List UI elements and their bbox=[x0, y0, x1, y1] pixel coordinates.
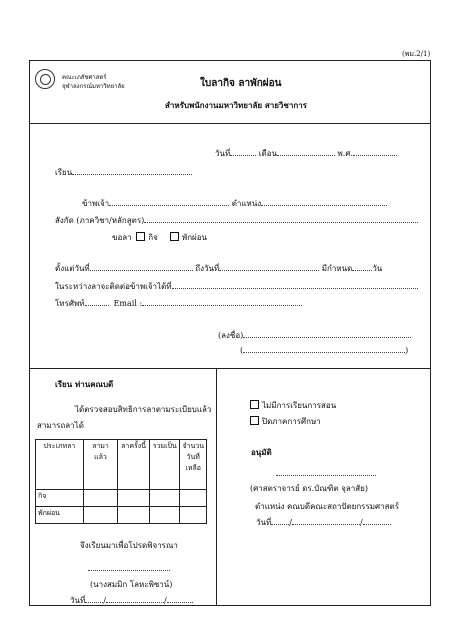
table-row bbox=[36, 490, 207, 507]
leave-type-row: ขอลา กิจ พักผ่อน bbox=[112, 233, 207, 242]
org-line-1: คณะเภสัชศาสตร์ bbox=[62, 74, 107, 81]
officer-date-row: วันที่ / / bbox=[70, 594, 193, 607]
table-header-total: รวมเป็น bbox=[150, 440, 180, 490]
contact-field[interactable] bbox=[172, 281, 418, 289]
dept-row: สังกัด (ภาควิชา/หลักสูตร) bbox=[55, 214, 418, 227]
checked-line-2: สามารถลาได้ bbox=[37, 421, 84, 430]
date-row: วันที่ เดือน พ.ศ. bbox=[215, 147, 397, 160]
approver-signature-field[interactable] bbox=[276, 468, 376, 476]
column-divider bbox=[216, 368, 217, 606]
approver-name: (ศาสตราจารย์ ดร.บัณฑิต จุลาสัย) bbox=[250, 484, 368, 493]
to-row: เรียน bbox=[55, 166, 192, 179]
officer-signature-field[interactable] bbox=[88, 563, 170, 571]
no-teaching-checkbox[interactable] bbox=[250, 400, 259, 409]
form-code: (พม.2/1) bbox=[402, 50, 431, 58]
approver-date-month[interactable] bbox=[292, 517, 360, 525]
approver-date-day[interactable] bbox=[271, 517, 289, 525]
table-cell[interactable] bbox=[118, 490, 150, 507]
officer-signature-line bbox=[88, 563, 170, 573]
position-field[interactable] bbox=[261, 198, 387, 206]
header-divider bbox=[29, 123, 431, 124]
section-divider bbox=[29, 368, 431, 369]
org-line-2: จุฬาลงกรณ์มหาวิทยาลัย bbox=[62, 83, 125, 90]
table-header-remaining: จำนวนวันที่เหลือ bbox=[180, 440, 207, 490]
approver-position: ตำแหน่ง คณบดีคณะสถาปัตยกรรมศาสตร์ bbox=[255, 502, 399, 511]
to-dean-label: เรียน ท่านคณบดี bbox=[55, 379, 114, 389]
contact-row: ในระหว่างลาจะติดต่อข้าพเจ้าได้ที่ bbox=[55, 280, 418, 293]
leave-summary-table bbox=[35, 439, 207, 524]
phone-row: โทรศัพท์ Email : bbox=[55, 297, 302, 310]
days-field[interactable] bbox=[352, 263, 372, 271]
personal-leave-checkbox[interactable] bbox=[136, 232, 145, 241]
table-cell[interactable] bbox=[180, 507, 207, 524]
name-row: ข้าพเจ้า ตำแหน่ง bbox=[82, 197, 387, 210]
semester-break-checkbox[interactable] bbox=[250, 416, 259, 425]
date-day-field[interactable] bbox=[230, 148, 256, 156]
approver-date-row: วันที่ / / bbox=[256, 516, 391, 529]
table-cell[interactable] bbox=[180, 490, 207, 507]
officer-name: (นางสมมิก โลหะพิชาน์) bbox=[90, 580, 173, 589]
signature-row: (ลงชื่อ) bbox=[218, 329, 411, 342]
table-cell[interactable] bbox=[150, 490, 180, 507]
approver-date-year[interactable] bbox=[363, 517, 391, 525]
dept-field[interactable] bbox=[144, 215, 418, 223]
date-year-field[interactable] bbox=[353, 148, 397, 156]
forward-text: จึงเรียนมาเพื่อโปรดพิจารณา bbox=[80, 541, 178, 550]
form-subtitle: สำหรับพนักงานมหาวิทยาลัย สายวิชาการ bbox=[165, 100, 307, 110]
table-header-type: ประเภทลา bbox=[36, 440, 84, 490]
table-header-taken: ลามาแล้ว bbox=[83, 440, 117, 490]
period-row: ตั้งแต่วันที่ ถึงวันที่ มีกำหนด วัน bbox=[55, 264, 383, 273]
approver-signature-line bbox=[276, 468, 376, 478]
name-field[interactable] bbox=[109, 198, 229, 206]
table-row bbox=[36, 507, 207, 524]
vacation-leave-checkbox[interactable] bbox=[170, 232, 179, 241]
to-field[interactable] bbox=[72, 167, 192, 175]
leave-type-personal: กิจ bbox=[36, 490, 84, 507]
table-cell[interactable] bbox=[118, 507, 150, 524]
date-month-field[interactable] bbox=[277, 148, 335, 156]
email-field[interactable] bbox=[142, 298, 302, 306]
signature-name-row: ( ) bbox=[240, 346, 409, 355]
table-header-this-time: ลาครั้งนี้ bbox=[118, 440, 150, 490]
officer-date-day[interactable] bbox=[85, 595, 103, 603]
table-cell[interactable] bbox=[150, 507, 180, 524]
until-date-field[interactable] bbox=[219, 263, 319, 271]
officer-date-month[interactable] bbox=[106, 595, 164, 603]
from-date-field[interactable] bbox=[90, 263, 193, 271]
university-seal-icon bbox=[35, 69, 55, 89]
officer-date-year[interactable] bbox=[167, 595, 193, 603]
no-teaching-row: ไม่มีการเรียนการสอน bbox=[248, 399, 336, 412]
signature-name-field[interactable] bbox=[243, 345, 405, 353]
signature-field[interactable] bbox=[243, 330, 411, 338]
semester-break-row: ปิดภาคการศึกษา bbox=[248, 415, 321, 428]
table-cell[interactable] bbox=[83, 490, 117, 507]
form-title: ใบลากิจ ลาพักผ่อน bbox=[200, 78, 282, 89]
leave-type-vacation: พักผ่อน bbox=[36, 507, 84, 524]
phone-field[interactable] bbox=[85, 298, 109, 306]
checked-line-1: ได้ตรวจสอบสิทธิการลาตามระเบียบแล้ว bbox=[75, 405, 212, 414]
table-cell[interactable] bbox=[83, 507, 117, 524]
approve-label: อนุมัติ bbox=[251, 447, 272, 457]
